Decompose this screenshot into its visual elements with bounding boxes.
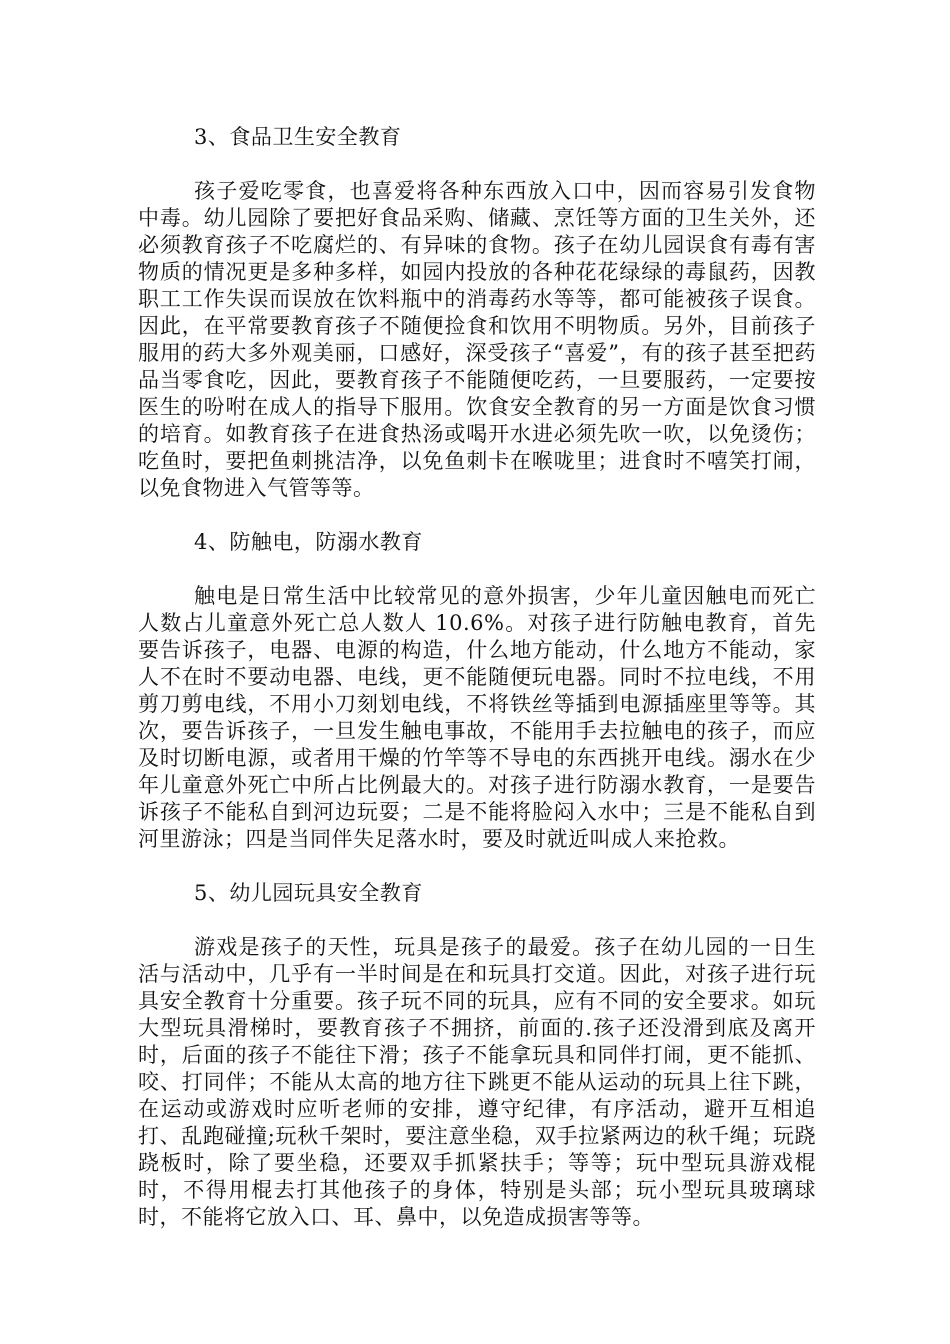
document-page: [138, 108, 816, 1231]
section-food-safety: [138, 124, 816, 502]
section-heading: 5、幼儿园玩具安全教育: [194, 881, 423, 905]
section-paragraph: 触电是日常生活中比较常见的意外损害，少年儿童因触电而死亡人数占儿童意外死亡总人数人 10.6%。对孩子进行防触电教育，首先要告诉孩子，电器、电源的构造，什么地方能动，什么地方不能动，家人不在时不要动电器、电线，更不能随便玩电器。同时不拉电线，不用剪刀剪电线，不用小刀刻划电线，不将铁丝等插到电源插座里等等。其次，要告诉孩子，一旦发生触电事故，不能用手去拉触电的孩子，而应及时切断电源，或者用干燥的竹竿等不导电的东西挑开电线。溺水在少年儿童意外死亡中所占比例最大的。对孩子进行防溺水教育，一是要告诉孩子不能私自到河边玩耍；二是不能将脸闷入水中；三是不能私自到河里游泳；四是当同伴失足落水时，要及时就近叫成人来抢救。: [138, 584, 816, 851]
section-electric-water-safety: [138, 529, 816, 853]
section-paragraph: 游戏是孩子的天性，玩具是孩子的最爱。孩子在幼儿园的一日生活与活动中，几乎有一半时间是在和玩具打交道。因此，对孩子进行玩具安全教育十分重要。孩子玩不同的玩具，应有不同的安全要求。如玩大型玩具滑梯时，要教育孩子不拥挤，前面的.孩子还没滑到底及离开时，后面的孩子不能往下滑；孩子不能拿玩具和同伴打闹，更不能抓、咬、打同伴；不能从太高的地方往下跳更不能从运动的玩具上往下跳，在运动或游戏时应听老师的安排，遵守纪律，有序活动，避开互相追打、乱跑碰撞;玩秋千架时，要注意坐稳，双手拉紧两边的秋千绳；玩跷跷板时，除了要坐稳，还要双手抓紧扶手；等等；玩中型玩具游戏棍时，不得用棍去打其他孩子的身体，特别是头部；玩小型玩具玻璃球时，不能将它放入口、耳、鼻中，以免造成损害等等。: [138, 935, 816, 1229]
section-heading: 4、防触电，防溺水教育: [194, 530, 423, 554]
section-paragraph: 孩子爱吃零食，也喜爱将各种东西放入口中，因而容易引发食物中毒。幼儿园除了要把好食品采购、储藏、烹饪等方面的卫生关外，还必须教育孩子不吃腐烂的、有异味的食物。孩子在幼儿园误食有毒有害物质的情况更是多种多样，如园内投放的各种花花绿绿的毒鼠药，因教职工工作失误而误放在饮料瓶中的消毒药水等等，都可能被孩子误食。因此，在平常要教育孩子不随便捡食和饮用不明物质。另外，目前孩子服用的药大多外观美丽，口感好，深受孩子“喜爱”，有的孩子甚至把药品当零食吃，因此，要教育孩子不能随便吃药，一旦要服药，一定要按医生的吩咐在成人的指导下服用。饮食安全教育的另一方面是饮食习惯的培育。如教育孩子在进食热汤或喝开水进必须先吹一吹，以免烫伤；吃鱼时，要把鱼刺挑洁净，以免鱼刺卡在喉咙里；进食时不嘻笑打闹，以免食物进入气管等等。: [138, 179, 816, 500]
section-toy-safety: [138, 880, 816, 1231]
section-heading: 3、食品卫生安全教育: [194, 125, 402, 149]
